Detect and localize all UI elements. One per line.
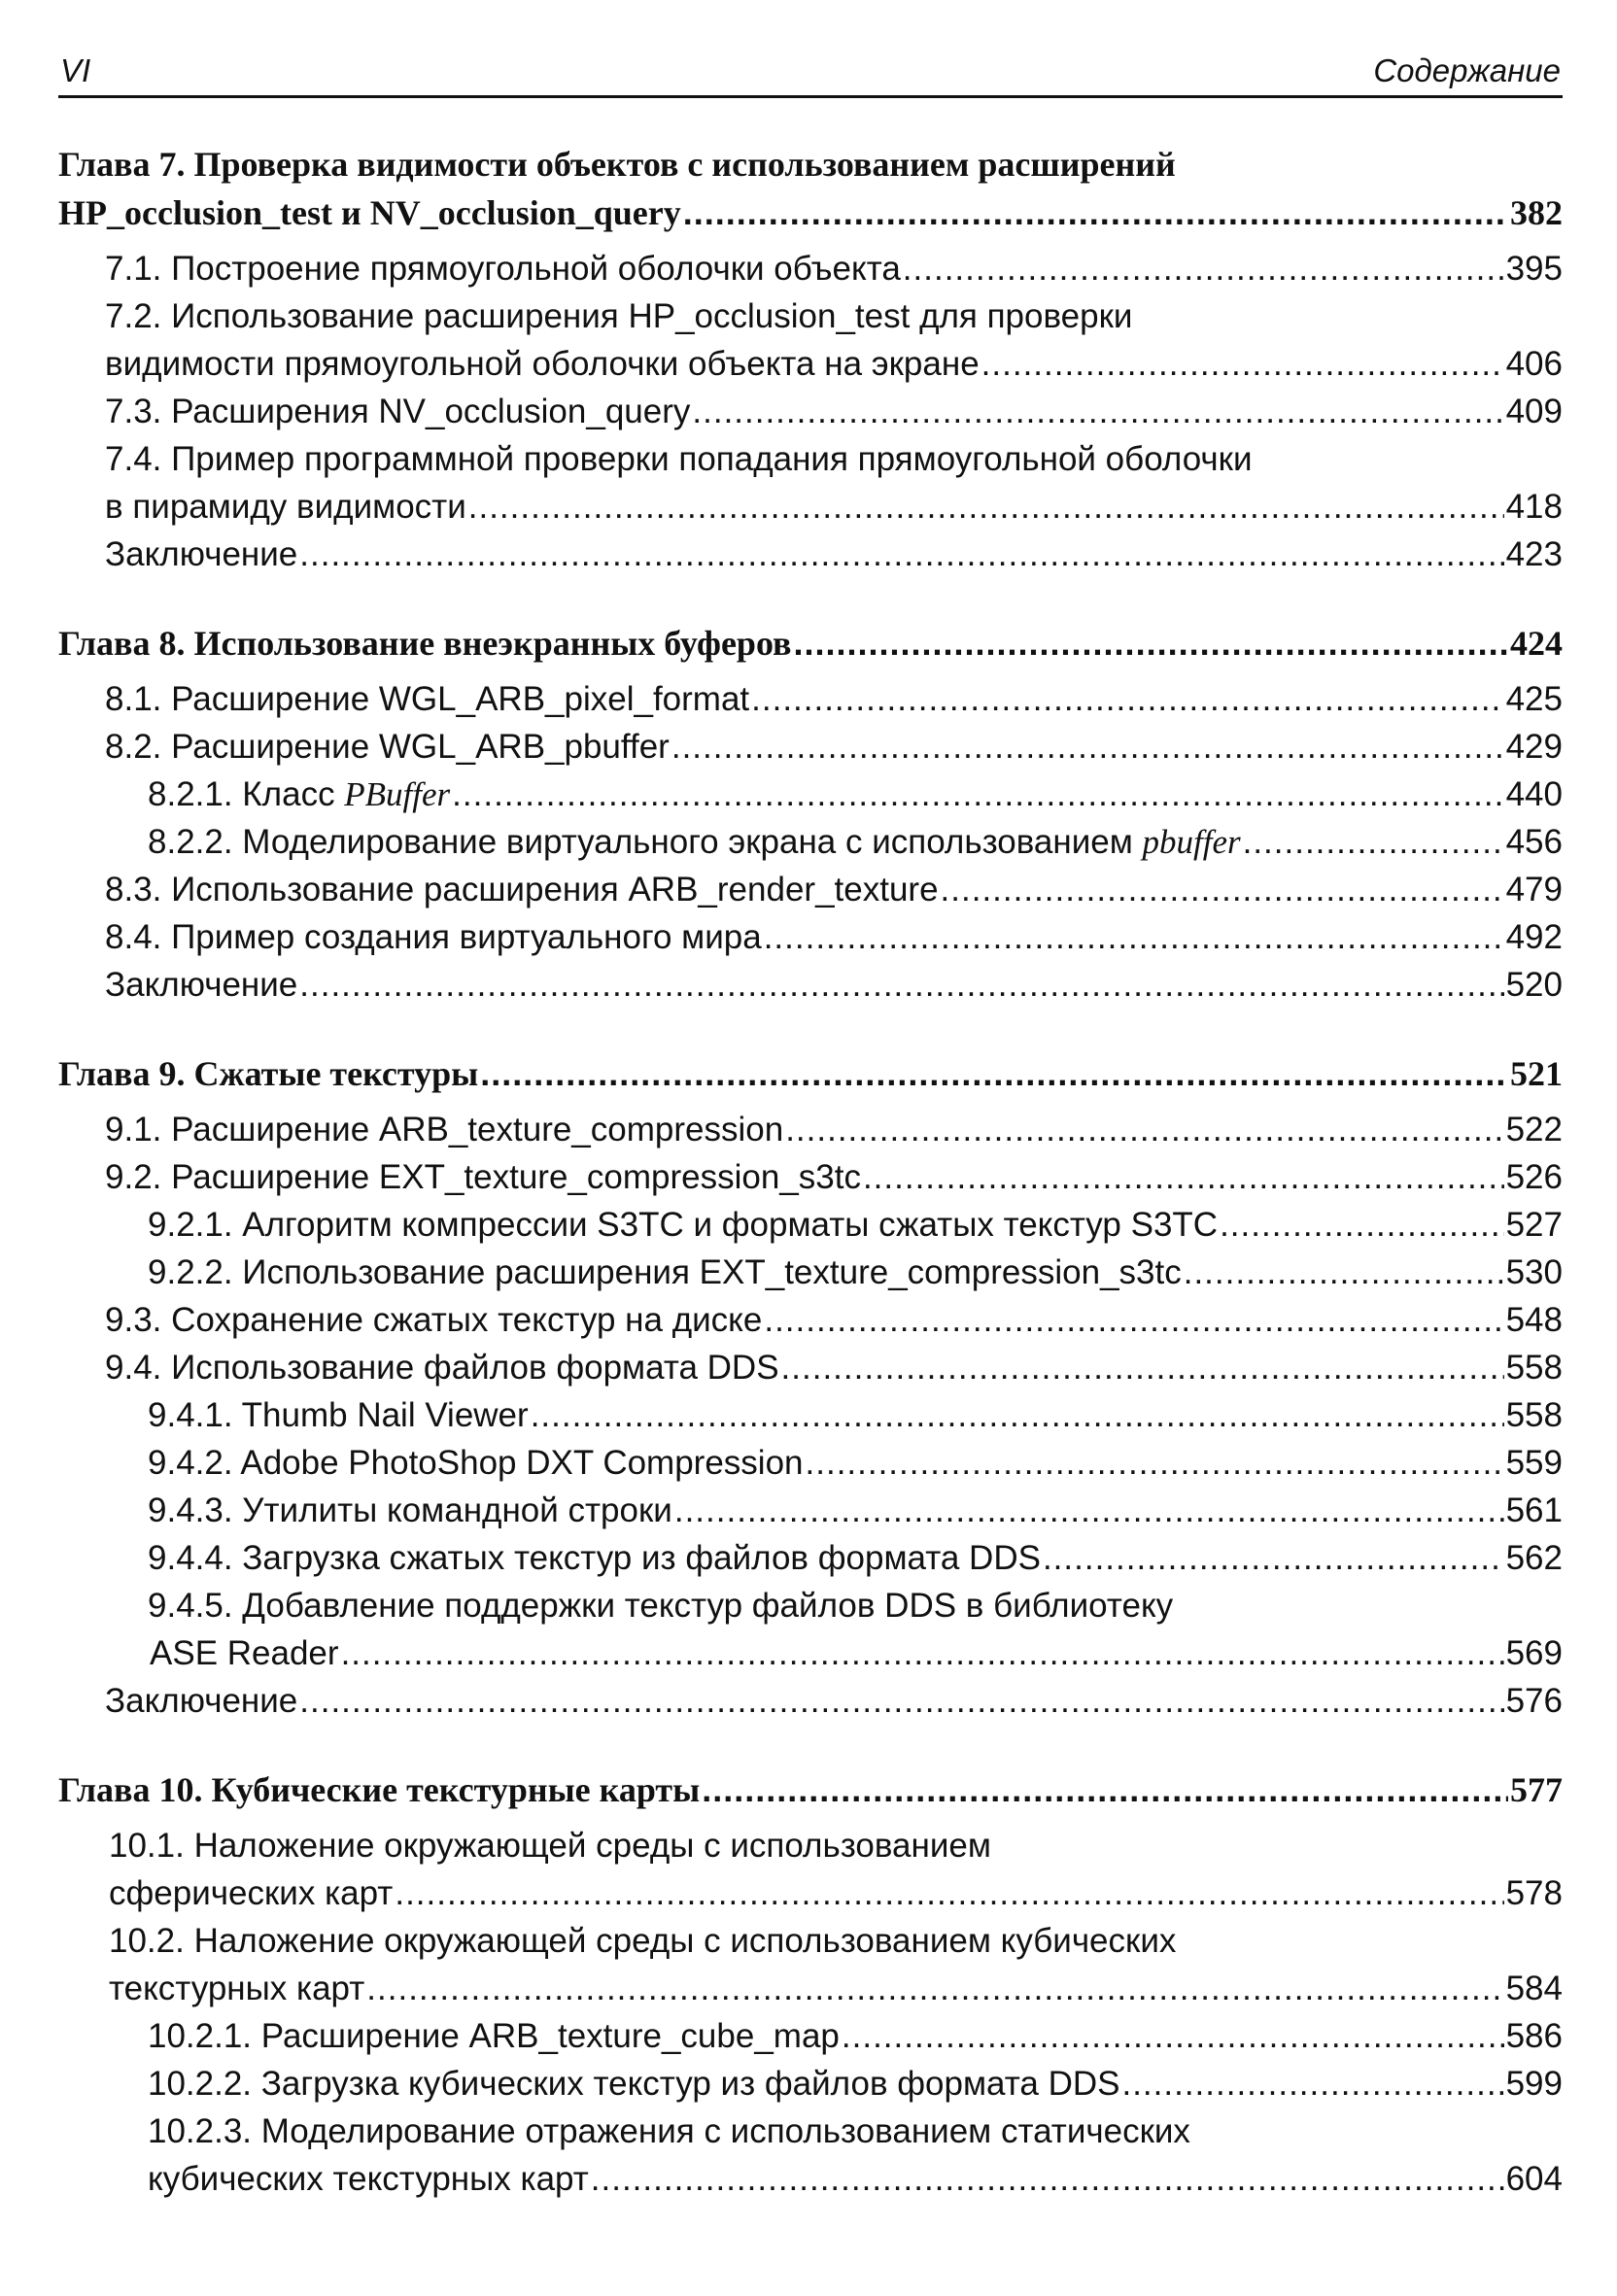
toc-entry[interactable] [58,531,1563,578]
page-number: 562 [1505,1539,1563,1577]
chapter-8 [58,619,1563,1009]
dot-leader [692,388,1503,435]
dot-leader [341,1629,1504,1677]
entry-text: 9.3. Сохранение сжатых текстур на диске [105,1301,763,1339]
entry-text: 7.3. Расширения NV_occlusion_query [105,393,691,430]
page-number: 530 [1505,1253,1563,1291]
toc-entry[interactable] [58,1296,1563,1344]
dot-leader [591,2155,1504,2203]
entry-text-line: 7.2. Использование расширения HP_occlusion_test для проверки [105,297,1133,335]
chapter-title[interactable] [58,1049,1563,1098]
entry-text: Заключение [105,966,298,1004]
toc-subentry[interactable] [58,2060,1563,2108]
entry-text: 9.2. Расширение EXT_texture_compression_s3tc [105,1158,861,1196]
chapter-9 [58,1049,1563,1725]
toc-subentry[interactable] [58,2012,1563,2060]
dot-leader [468,483,1504,531]
dot-leader [781,1344,1504,1391]
toc-subentry[interactable] [58,1534,1563,1582]
dot-leader [1043,1534,1504,1582]
page-label: VI [60,52,91,88]
toc-entry[interactable] [58,1344,1563,1391]
dot-leader [671,723,1504,771]
toc-entry[interactable] [58,961,1563,1009]
toc-entry[interactable] [58,245,1563,292]
page-number: 521 [1510,1054,1563,1093]
page-number: 456 [1505,823,1563,861]
entry-text: 8.4. Пример создания виртуального мира [105,918,762,956]
dot-leader [1220,1201,1504,1249]
dot-leader [785,1106,1503,1153]
dot-leader [299,531,1503,578]
dot-leader [1184,1249,1504,1296]
page-number: 440 [1505,775,1563,813]
dot-leader [299,1677,1503,1725]
page-number: 429 [1505,728,1563,766]
chapter-7 [58,141,1563,578]
dot-leader [863,1153,1504,1201]
chapter-entries [58,1822,1563,2203]
chapter-10 [58,1765,1563,2203]
entry-text: 9.2.2. Использование расширения EXT_texture_compression_s3tc [148,1253,1182,1291]
dot-leader [702,1765,1508,1813]
dot-leader [806,1439,1504,1487]
page-number: 558 [1505,1396,1563,1434]
dot-leader [531,1391,1504,1439]
entry-text: кубических текстурных карт [148,2160,589,2198]
toc-entry[interactable] [58,866,1563,913]
dot-leader [941,866,1504,913]
toc-entry[interactable] [58,913,1563,961]
toc-entry[interactable] [58,435,1563,531]
toc-entry[interactable] [58,388,1563,435]
entry-text: 7.1. Построение прямоугольной оболочки объекта [105,250,901,288]
chapter-title-text: Глава 8. Использование внеэкранных буферов [58,624,792,663]
entry-text: 9.2.1. Алгоритм компрессии S3TC и форматы сжатых текстур S3TC [148,1206,1219,1244]
toc-entry[interactable] [58,1677,1563,1725]
toc-subentry[interactable] [58,1249,1563,1296]
page-number: 576 [1505,1682,1563,1720]
page-number: 584 [1505,1970,1563,2007]
entry-text: 8.1. Расширение WGL_ARB_pixel_format [105,680,750,718]
page-number: 599 [1505,2065,1563,2103]
page-number: 425 [1505,680,1563,718]
toc-subentry[interactable] [58,1487,1563,1534]
entry-text: 9.4.1. Thumb Nail Viewer [148,1396,529,1434]
page-number: 479 [1505,871,1563,908]
entry-text-line: 10.2. Наложение окружающей среды с использованием кубических [109,1922,1177,1960]
toc-subentry[interactable] [58,1582,1563,1677]
page-number: 406 [1505,345,1563,383]
entry-text-prefix: 8.2.1. Класс [148,775,345,813]
toc-entry[interactable] [58,723,1563,771]
entry-text: сферических карт [109,1874,394,1912]
entry-text-line: 7.4. Пример программной проверки попадания прямоугольной оболочки [105,440,1253,478]
chapter-entries [58,675,1563,1009]
dot-leader [683,188,1508,236]
chapter-title-text: Глава 10. Кубические текстурные карты [58,1770,701,1809]
dot-leader [452,771,1503,818]
dot-leader [480,1049,1508,1097]
page-number: 527 [1505,1206,1563,1244]
entry-text: в пирамиду видимости [105,488,466,526]
dot-leader [1243,818,1504,866]
entry-text-emphasis: pbuffer [1142,823,1241,861]
toc-entry[interactable] [58,1106,1563,1153]
toc-entry[interactable] [58,1822,1563,1917]
entry-text-line: 10.1. Наложение окружающей среды с использованием [109,1827,991,1865]
dot-leader [1121,2060,1503,2108]
page-number: 559 [1505,1444,1563,1482]
dot-leader [842,2012,1504,2060]
page-number: 424 [1510,624,1563,663]
chapter-title[interactable] [58,619,1563,668]
dot-leader [764,1296,1503,1344]
entry-text: 9.4.4. Загрузка сжатых текстур из файлов формата DDS [148,1539,1041,1577]
entry-text-line: 10.2.3. Моделирование отражения с использованием статических [148,2112,1190,2150]
toc-subentry[interactable] [58,1201,1563,1249]
dot-leader [299,961,1503,1009]
toc-entry[interactable] [58,1917,1563,2012]
page-number: 577 [1510,1770,1563,1809]
toc-entry[interactable] [58,292,1563,388]
dot-leader [981,340,1504,388]
entry-text-prefix: 8.2.2. Моделирование виртуального экрана с использованием [148,823,1143,861]
entry-text: 9.4.3. Утилиты командной строки [148,1491,672,1529]
entry-text: 9.4. Использование файлов формата DDS [105,1349,779,1387]
entry-text: 8.2. Расширение WGL_ARB_pbuffer [105,728,670,766]
entry-text: 10.2.2. Загрузка кубических текстур из файлов формата DDS [148,2065,1120,2103]
dot-leader [903,245,1504,292]
page-number: 548 [1505,1301,1563,1339]
page-number: 526 [1505,1158,1563,1196]
page-number: 522 [1505,1111,1563,1148]
page-number: 578 [1505,1874,1563,1912]
page-number: 382 [1510,193,1563,232]
toc-subentry[interactable] [58,2108,1563,2203]
dot-leader [794,619,1509,667]
dot-leader [366,1965,1503,2012]
chapter-title-line: Глава 7. Проверка видимости объектов с использованием расширений [58,145,1176,184]
toc-subentry[interactable] [58,1439,1563,1487]
dot-leader [751,675,1503,723]
dot-leader [674,1487,1504,1534]
toc-entry[interactable] [58,1153,1563,1201]
entry-text: текстурных карт [109,1970,365,2007]
entry-text: Заключение [105,535,298,573]
page-number: 569 [1505,1634,1563,1672]
section-title: Содержание [1373,52,1561,88]
entry-text: ASE Reader [150,1634,339,1672]
page-header [58,49,1563,98]
chapter-title[interactable] [58,141,1563,237]
toc-entry[interactable] [58,675,1563,723]
entry-text-emphasis: PBuffer [344,775,451,813]
entry-text [148,771,450,818]
page-number: 561 [1505,1491,1563,1529]
dot-leader [395,1869,1503,1917]
chapter-entries [58,1106,1563,1725]
entry-text: 10.2.1. Расширение ARB_texture_cube_map [148,2017,840,2055]
page-number: 423 [1505,535,1563,573]
entry-text: видимости прямоугольной оболочки объекта на экране [105,345,980,383]
entry-text: 9.1. Расширение ARB_texture_compression [105,1111,784,1148]
chapter-entries [58,245,1563,578]
page-number: 409 [1505,393,1563,430]
entry-text: 8.3. Использование расширения ARB_render_texture [105,871,939,908]
entry-text: 9.4.2. Adobe PhotoShop DXT Compression [148,1444,804,1482]
entry-text: Заключение [105,1682,298,1720]
chapter-title[interactable] [58,1765,1563,1814]
entry-text-line: 9.4.5. Добавление поддержки текстур файлов DDS в библиотеку [148,1587,1174,1625]
page-number: 604 [1505,2160,1563,2198]
page-number: 558 [1505,1349,1563,1387]
page-number: 586 [1505,2017,1563,2055]
toc-subentry[interactable] [58,771,1563,818]
entry-text [148,818,1241,866]
chapter-title-text: Глава 9. Сжатые текстуры [58,1054,479,1093]
toc-subentry[interactable] [58,1391,1563,1439]
dot-leader [764,913,1504,961]
page-number: 418 [1505,488,1563,526]
toc-subentry[interactable] [58,818,1563,866]
table-of-contents [58,141,1563,2203]
page-number: 395 [1505,250,1563,288]
page-number: 492 [1505,918,1563,956]
page-number: 520 [1505,966,1563,1004]
chapter-title-text: HP_occlusion_test и NV_occlusion_query [58,193,681,232]
toc-page [58,49,1563,2244]
